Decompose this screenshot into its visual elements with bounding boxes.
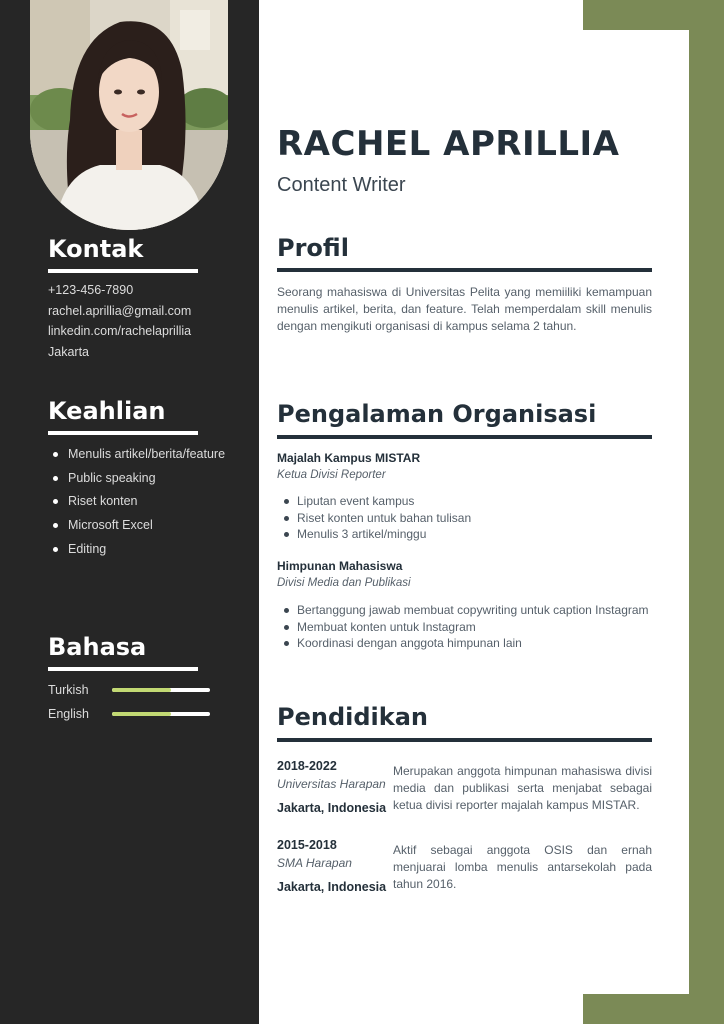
contact-email: rachel.aprillia@gmail.com [48,303,192,318]
skills-heading: Keahlian [48,397,166,425]
skills-list [48,443,225,561]
language-level-bar [112,688,210,692]
contact-linkedin: linkedin.com/rachelaprillia [48,324,192,338]
organization-duties [277,493,652,543]
language-level-fill [112,688,171,692]
experience-heading: Pengalaman Organisasi [277,400,597,428]
education-location: Jakarta, Indonesia [277,880,387,894]
contact-heading: Kontak [48,235,144,263]
language-row [48,704,218,724]
job-title: Content Writer [277,174,406,196]
organization-name: Himpunan Mahasiswa [277,559,403,573]
skill-item: Menulis artikel/berita/feature [48,443,225,467]
experience-divider [277,435,652,439]
education-years: 2015-2018 [277,838,337,852]
organization-duties [277,602,652,652]
contact-divider [48,269,198,273]
duty-item: Liputan event kampus [277,493,652,510]
duty-item: Membuat konten untuk Instagram [277,619,652,636]
profile-photo [30,0,228,230]
education-location: Jakarta, Indonesia [277,801,387,815]
contact-city: Jakarta [48,344,89,359]
profile-divider [277,268,652,272]
education-description: Aktif sebagai anggota OSIS dan ernah menjuarai lomba menulis antarsekolah pada tahun 2016. [393,843,652,891]
education-description: Merupakan anggota himpunan mahasiswa divisi media dan publikasi serta menjabat sebagai ketua divisi reporter majalah kampus MISTAR. [393,764,652,812]
language-level-fill [112,712,171,716]
language-row [48,680,218,700]
organization-role: Divisi Media dan Publikasi [277,577,411,589]
languages-divider [48,667,198,671]
duty-item: Koordinasi dengan anggota himpunan lain [277,635,652,652]
skill-item: Editing [48,538,225,562]
education-school: SMA Harapan [277,856,352,870]
duty-item: Bertanggung jawab membuat copywriting untuk caption Instagram [277,602,652,619]
organization-role: Ketua Divisi Reporter [277,469,386,481]
skill-item: Public speaking [48,467,225,491]
education-heading: Pendidikan [277,703,429,731]
education-school: Universitas Harapan [277,777,386,791]
languages-heading: Bahasa [48,633,147,661]
duty-item: Menulis 3 artikel/minggu [277,526,652,543]
contact-phone: +123-456-7890 [48,283,134,297]
duty-item: Riset konten untuk bahan tulisan [277,510,652,527]
language-name: Turkish [48,683,89,697]
education-years: 2018-2022 [277,759,337,773]
organization-name: Majalah Kampus MISTAR [277,451,421,465]
skill-item: Riset konten [48,490,225,514]
language-name: English [48,707,89,721]
skill-item: Microsoft Excel [48,514,225,538]
profile-summary: Seorang mahasiswa di Universitas Pelita yang memiiliki kemampuan menulis artikel, berita, dan feature. Telah memperdalam skill menulis dengan mengikuti organisasi di kampus selama 2 tahun. [277,285,652,333]
profile-heading: Profil [277,234,349,262]
contact-list [48,280,191,362]
full-name: RACHEL APRILLIA [277,124,620,164]
language-level-bar [112,712,210,716]
skills-divider [48,431,198,435]
education-divider [277,738,652,742]
